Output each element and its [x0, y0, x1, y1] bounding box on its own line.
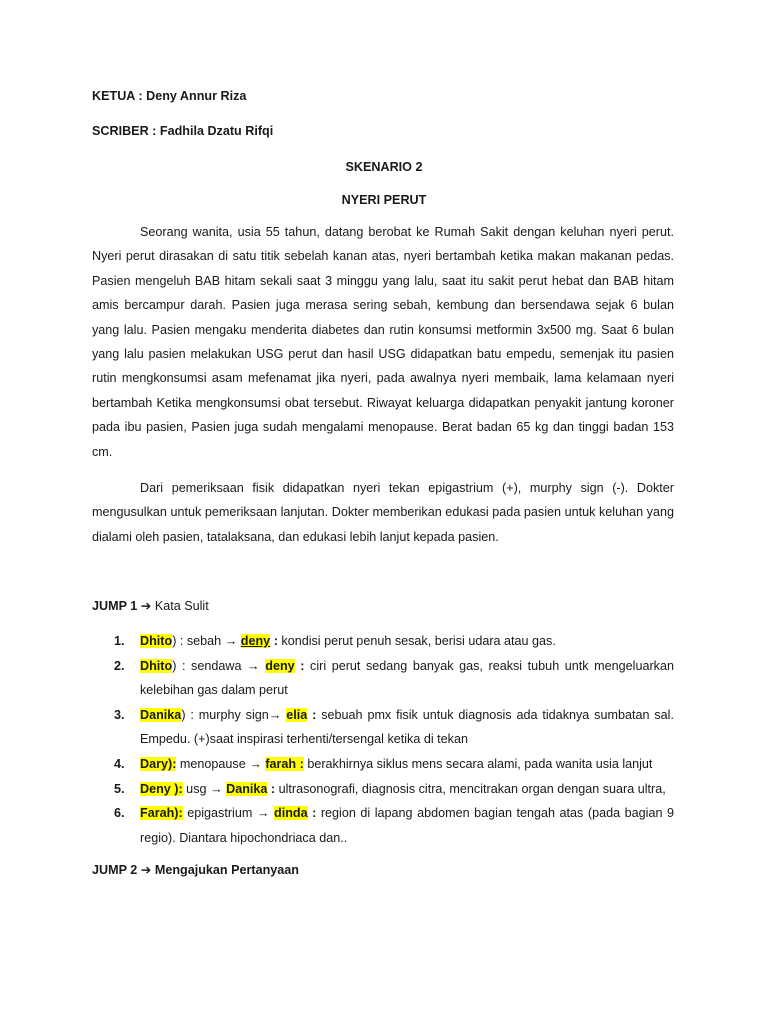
separator: : — [307, 707, 322, 722]
separator: : — [307, 806, 321, 821]
term: ) : murphy sign→ — [181, 707, 282, 722]
separator: : — [294, 658, 311, 673]
term: menopause → — [176, 756, 262, 771]
definition: kondisi perut penuh sesak, berisi udara atau gas. — [281, 634, 556, 648]
list-item — [92, 629, 674, 654]
separator: : — [267, 781, 279, 796]
scenario-paragraph-2: Dari pemeriksaan fisik didapatkan nyeri tekan epigastrium (+), murphy sign (-). Dokter mengusulkan untuk pemeriksaan lanjutan. Dokter memberikan edukasi pada pasien untuk keluhan yang dialami oleh pasien, tatalaksana, dan edukasi lebih lanjut kepada pasien. — [92, 481, 674, 544]
answerer-highlight: elia — [286, 707, 308, 722]
list-item — [92, 654, 674, 703]
list-item — [92, 752, 674, 777]
scriber-line: SCRIBER : Fadhila Dzatu Rifqi — [92, 124, 274, 138]
arrow-right-icon: ➔ — [140, 862, 152, 877]
definition: sebuah pmx fisik untuk diagnosis ada tidaknya sumbatan sal. Empedu. (+)saat inspirasi terhenti/tersengal ketika di tekan — [140, 707, 674, 747]
definition: berakhirnya siklus mens secara alami, pada wanita usia lanjut — [307, 756, 653, 771]
asker-highlight: Deny ): — [140, 781, 183, 796]
jump1-heading — [92, 598, 209, 613]
item-number: 3. — [114, 707, 125, 722]
asker-highlight: Dary): — [140, 756, 177, 771]
answerer-highlight: Danika — [226, 781, 268, 796]
item-number: 6. — [114, 806, 125, 821]
definition: ciri perut sedang banyak gas, reaksi tubuh untk mengeluarkan kelebihan gas dalam perut — [140, 658, 674, 698]
jump1-label: JUMP 1 — [92, 599, 138, 613]
ketua-line: KETUA : Deny Annur Riza — [92, 89, 247, 103]
asker-highlight: Dhito — [140, 634, 173, 648]
asker-highlight: Dhito — [140, 658, 173, 673]
item-number: 4. — [114, 756, 125, 771]
list-item — [92, 801, 674, 850]
difficult-words-list — [92, 629, 674, 850]
jump2-title: Mengajukan Pertanyaan — [154, 863, 300, 877]
jump2-heading — [92, 862, 299, 877]
list-item — [92, 777, 674, 802]
answerer-highlight: dinda — [274, 806, 308, 821]
jump2-label: JUMP 2 — [92, 863, 138, 877]
term: usg → — [182, 781, 223, 796]
term: ) : sendawa → — [172, 658, 260, 673]
scenario-title: NYERI PERUT — [341, 193, 427, 207]
term: ) : sebah → — [172, 634, 238, 648]
term: epigastrium → — [182, 806, 270, 821]
item-number: 2. — [114, 658, 125, 673]
asker-highlight: Danika — [140, 707, 182, 722]
jump1-title: Kata Sulit — [154, 599, 209, 613]
list-item — [92, 703, 674, 752]
scenario-paragraph-1: Seorang wanita, usia 55 tahun, datang berobat ke Rumah Sakit dengan keluhan nyeri perut. Nyeri perut dirasakan di satu titik sebelah kanan atas, nyeri bertambah ketika makan makanan pedas. Pasien mengeluh BAB hitam sekali saat 3 minggu yang lalu, saat itu sakit perut hebat dan BAB hitam amis bercampur darah. Pasien juga merasa sering sebah, kembung dan bersendawa sejak 6 bulan yang lalu. Pasien mengaku menderita diabetes dan rutin konsumsi metformin 3x500 mg. Saat 6 bulan yang lalu pasien melakukan USG perut dan hasil USG didapatkan batu empedu, semenjak itu pasien rutin mengkonsumsi asam mefenamat jika nyeri, pada awalnya nyeri membaik, lama kelamaan nyeri bertambah Ketika mengkonsumsi obat tersebut. Riwayat keluarga didapatkan penyakit jantung koroner pada ibu pasien, Pasien juga sudah mengalami menopause. Berat badan 65 kg dan tinggi badan 153 cm. — [92, 225, 674, 459]
answerer-highlight: deny — [265, 658, 295, 673]
definition: region di lapang abdomen bagian tengah atas (pada bagian 9 regio). Diantara hipochondriaca dan.. — [140, 806, 674, 845]
answerer-highlight: farah : — [265, 756, 304, 771]
item-number: 1. — [114, 634, 125, 648]
item-number: 5. — [114, 781, 125, 796]
separator: : — [270, 634, 282, 648]
scenario-number: SKENARIO 2 — [345, 160, 423, 174]
arrow-right-icon: ➔ — [140, 598, 152, 613]
asker-highlight: Farah): — [140, 806, 183, 821]
answerer-highlight: deny — [240, 634, 271, 648]
definition: ultrasonografi, diagnosis citra, mencitrakan organ dengan suara ultra, — [278, 781, 666, 796]
